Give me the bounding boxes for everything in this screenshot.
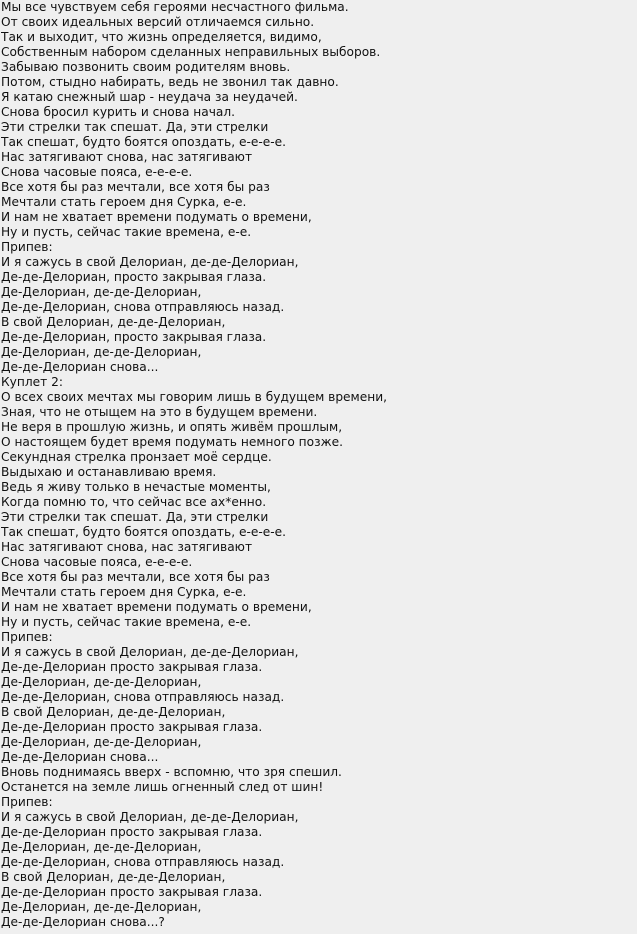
lyric-line: Припев: [1, 630, 53, 644]
lyric-line: Так спешат, будто боятся опоздать, е-е-е-е. [1, 135, 287, 149]
lyric-line: Де-Делориан, де-де-Делориан, [1, 345, 202, 359]
lyric-line: Де-де-Делориан снова... [1, 360, 159, 374]
lyric-line: Де-де-Делориан просто закрывая глаза. [1, 660, 263, 674]
lyric-line: Де-де-Делориан просто закрывая глаза. [1, 825, 263, 839]
lyric-line: Снова часовые пояса, е-е-е-е. [1, 165, 193, 179]
lyric-line: Все хотя бы раз мечтали, все хотя бы раз [1, 570, 270, 584]
lyric-line: Куплет 2: [1, 375, 63, 389]
lyric-line: Эти стрелки так спешат. Да, эти стрелки [1, 510, 269, 524]
lyric-line: Де-Делориан, де-де-Делориан, [1, 735, 202, 749]
lyric-line: Де-де-Делориан просто закрывая глаза. [1, 885, 263, 899]
lyric-line: О настоящем будет время подумать немного позже. [1, 435, 343, 449]
lyric-line: Так спешат, будто боятся опоздать, е-е-е-е. [1, 525, 287, 539]
lyric-line: Собственным набором сделанных неправильных выборов. [1, 45, 381, 59]
lyric-line: И я сажусь в свой Делориан, де-де-Делориан, [1, 645, 299, 659]
lyric-line: Де-де-Делориан снова... [1, 750, 159, 764]
lyric-line: Ведь я живу только в нечастые моменты, [1, 480, 271, 494]
lyric-line: Де-Делориан, де-де-Делориан, [1, 840, 202, 854]
lyric-line: Когда помню то, что сейчас все ах*енно. [1, 495, 267, 509]
lyric-line: Вновь поднимаясь вверх - вспомню, что зря спешил. [1, 765, 342, 779]
lyric-line: Ну и пусть, сейчас такие времена, е-е. [1, 225, 252, 239]
lyric-line: И я сажусь в свой Делориан, де-де-Делориан, [1, 810, 299, 824]
lyric-line: Останется на земле лишь огненный след от шин! [1, 780, 324, 794]
lyric-line: Де-де-Делориан, снова отправляюсь назад. [1, 855, 285, 869]
lyric-line: Де-де-Делориан снова...? [1, 915, 165, 929]
lyric-line: Де-Делориан, де-де-Делориан, [1, 900, 202, 914]
lyric-line: Де-де-Делориан просто закрывая глаза. [1, 720, 263, 734]
lyric-line: Мы все чувствуем себя героями несчастного фильма. [1, 0, 349, 14]
lyric-line: Секундная стрелка пронзает моё сердце. [1, 450, 272, 464]
lyric-line: Де-Делориан, де-де-Делориан, [1, 675, 202, 689]
lyric-line: О всех своих мечтах мы говорим лишь в будущем времени, [1, 390, 388, 404]
lyric-line: Де-де-Делориан, просто закрывая глаза. [1, 270, 267, 284]
lyric-line: Ну и пусть, сейчас такие времена, е-е. [1, 615, 252, 629]
lyric-line: Мечтали стать героем дня Сурка, е-е. [1, 585, 247, 599]
lyric-line: Припев: [1, 795, 53, 809]
lyric-line: Так и выходит, что жизнь определяется, видимо, [1, 30, 322, 44]
lyric-line: И нам не хватает времени подумать о времени, [1, 210, 312, 224]
lyric-line: От своих идеальных версий отличаемся сильно. [1, 15, 315, 29]
lyric-line: В свой Делориан, де-де-Делориан, [1, 315, 226, 329]
lyric-line: Зная, что не отыщем на это в будущем времени. [1, 405, 318, 419]
lyric-line: Нас затягивают снова, нас затягивают [1, 150, 253, 164]
lyric-line: И я сажусь в свой Делориан, де-де-Делориан, [1, 255, 299, 269]
lyric-line: Эти стрелки так спешат. Да, эти стрелки [1, 120, 269, 134]
lyric-line: Де-де-Делориан, снова отправляюсь назад. [1, 690, 285, 704]
lyric-line: Мечтали стать героем дня Сурка, е-е. [1, 195, 247, 209]
lyric-line: В свой Делориан, де-де-Делориан, [1, 705, 226, 719]
lyric-line: Не веря в прошлую жизнь, и опять живём прошлым, [1, 420, 343, 434]
lyric-line: Выдыхаю и останавливаю время. [1, 465, 217, 479]
lyric-line: Снова часовые пояса, е-е-е-е. [1, 555, 193, 569]
lyric-line: Де-де-Делориан, снова отправляюсь назад. [1, 300, 285, 314]
lyric-line: Припев: [1, 240, 53, 254]
lyric-line: Все хотя бы раз мечтали, все хотя бы раз [1, 180, 270, 194]
lyric-line: Нас затягивают снова, нас затягивают [1, 540, 253, 554]
lyric-line: Де-Делориан, де-де-Делориан, [1, 285, 202, 299]
lyric-line: Де-де-Делориан, просто закрывая глаза. [1, 330, 267, 344]
lyric-line: Забываю позвонить своим родителям вновь. [1, 60, 291, 74]
lyric-line: Потом, стыдно набирать, ведь не звонил так давно. [1, 75, 339, 89]
lyric-line: И нам не хватает времени подумать о времени, [1, 600, 312, 614]
lyric-line: Я катаю снежный шар - неудача за неудачей. [1, 90, 298, 104]
lyric-line: Снова бросил курить и снова начал. [1, 105, 236, 119]
lyric-line: В свой Делориан, де-де-Делориан, [1, 870, 226, 884]
